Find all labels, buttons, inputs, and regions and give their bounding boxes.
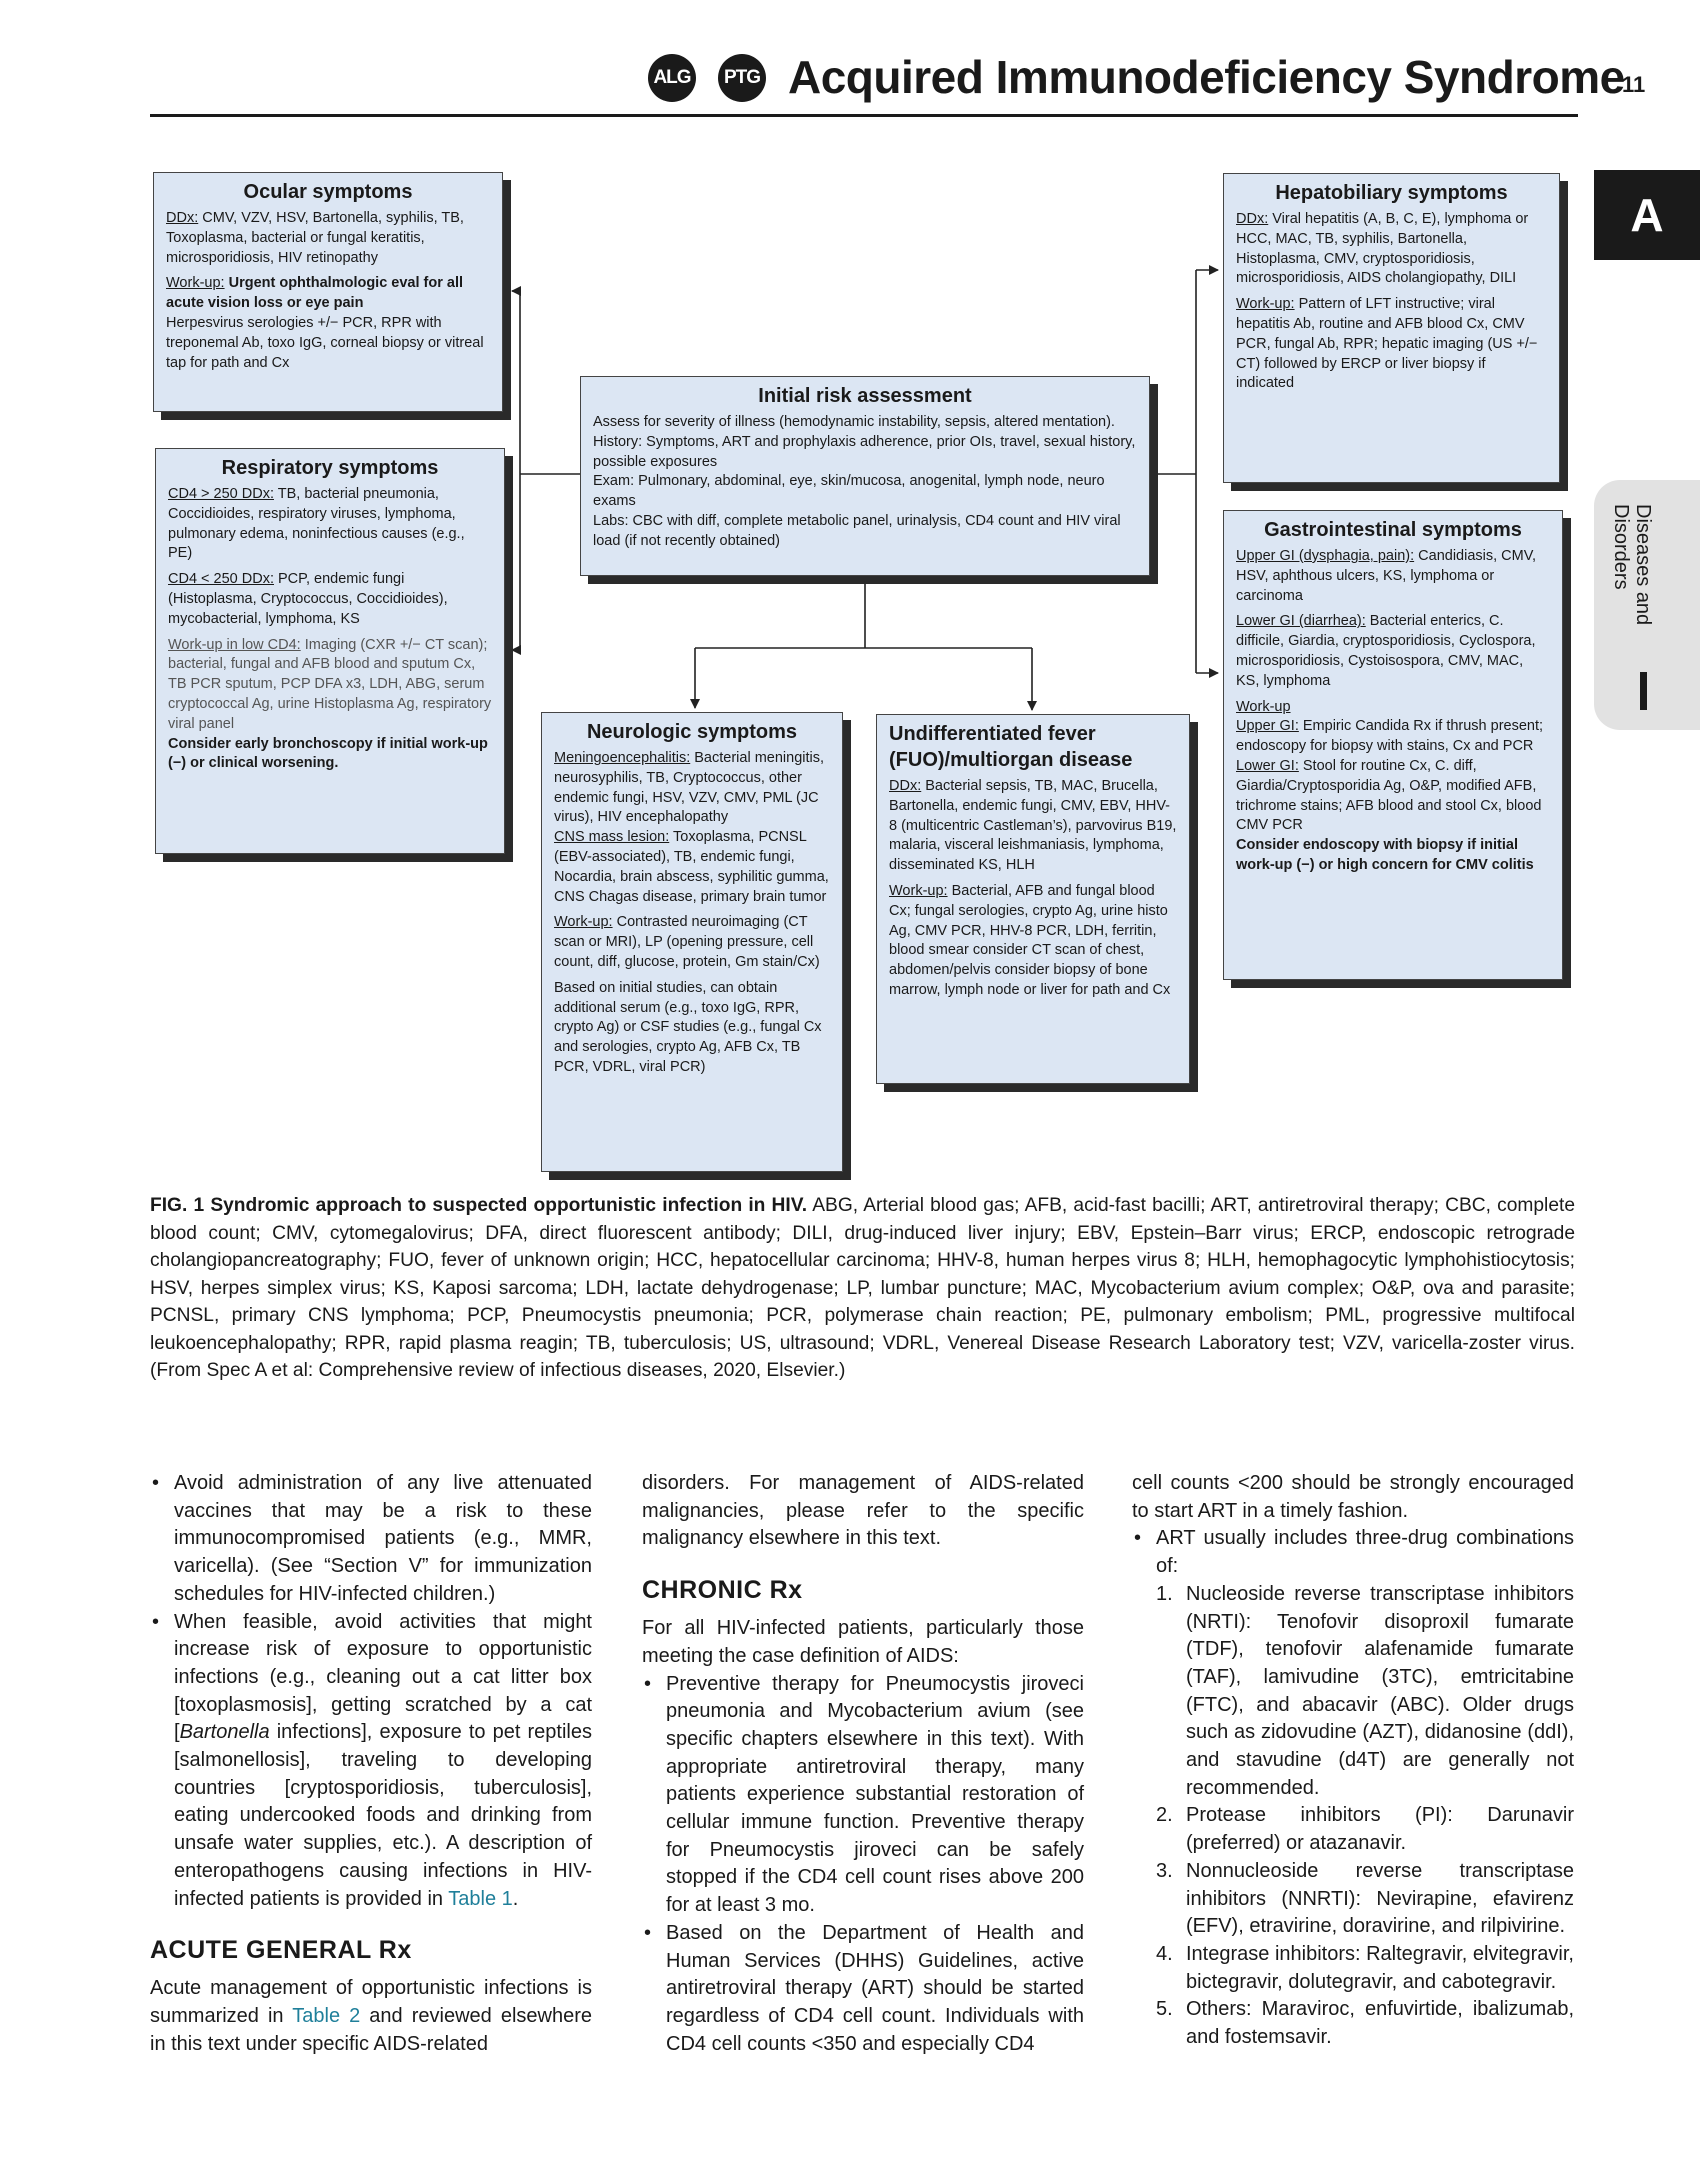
- section-tab-label: Diseases and Disorders: [1610, 504, 1654, 626]
- gi-workup-upper-label: Upper GI:: [1236, 718, 1299, 735]
- caption-label: FIG. 1: [150, 1195, 205, 1216]
- initial-risk-assessment-box: [580, 376, 1150, 576]
- section-heading-chronic: CHRONIC Rx: [642, 1576, 803, 1605]
- hepato-workup-label: Work-up:: [1236, 296, 1295, 313]
- initial-text-exam: Exam: Pulmonary, abdominal, eye, skin/mucosa, anogenital, lymph node, neuro exams: [593, 473, 1105, 510]
- list-item: • Based on the Department of Health and Human Services (DHHS) Guidelines, active antiretroviral therapy (ART) should be started regardless of CD4 cell count. Individuals with CD4 cell counts <350 and especially CD4: [642, 1920, 1084, 2059]
- ocular-workup-bold: Urgent ophthalmologic eval for all acute vision loss or eye pain: [166, 275, 464, 312]
- respiratory-low-text: PCP, endemic fungi (Histoplasma, Cryptococcus, Coccidioides), mycobacterial, lymphoma, KS: [168, 571, 448, 627]
- fever-workup-label: Work-up:: [889, 882, 948, 899]
- numbered-item: 5. Others: Maraviroc, enfuvirtide, ibalizumab, and fostemsavir.: [1156, 1998, 1574, 2049]
- list-item: • Preventive therapy for Pneumocystis jiroveci pneumonia and Mycobacterium avium (see specific chapters elsewhere in this text). With appropriate antiretroviral therapy, many patients experience substantial restoration of cellular immune function. Preventive therapy for Pneumocystis jiroveci can be safely stopped if the CD4 cell count rises above 200 for at least 3 mo.: [642, 1671, 1084, 1920]
- respiratory-workup-text: Imaging (CXR +/− CT scan); bacterial, fungal and AFB blood and sputum Cx, TB PCR sputum, PCP DFA x3, LDH, ABG, serum cryptococcal Ag, urine Histoplasma Ag, respiratory viral panel: [168, 636, 492, 732]
- respiratory-low-label: CD4 < 250 DDx:: [168, 571, 274, 588]
- hepato-ddx-label: DDx:: [1236, 211, 1269, 227]
- respiratory-high-label: CD4 > 250 DDx:: [168, 486, 274, 502]
- numbered-item: 4. Integrase inhibitors: Raltegravir, elvitegravir, bictegravir, dolutegravir, and cabotegravir.: [1156, 1942, 1574, 1993]
- neuro-mening-label: Meningoencephalitis:: [554, 750, 691, 766]
- gi-workup-lower-label: Lower GI:: [1236, 757, 1299, 774]
- numbered-item: 2. Protease inhibitors (PI): Darunavir (preferred) or atazanavir.: [1156, 1804, 1574, 1855]
- acute-paragraph: Acute management of opportunistic infections is summarized in Table 2 and reviewed elsewhere in this text under specific AIDS-related: [150, 1977, 592, 2055]
- list-item: • When feasible, avoid activities that might increase risk of exposure to opportunistic infections (e.g., cleaning out a cat litter box [toxoplasmosis], getting scratched by a cat [Bartonella infections], exposure to pet reptiles [salmonellosis], traveling to developing countries [cryptosporidiosis, tuberculosis], eating undercooked foods and drinking from unsafe water supplies, etc.). A description of enteropathogens causing infections in HIV-infected patients is provided in Table 1.: [150, 1609, 592, 1914]
- ocular-ddx-text: CMV, VZV, HSV, Bartonella, syphilis, TB, Toxoplasma, bacterial or fungal keratitis, microsporidiosis, HIV retinopathy: [166, 210, 464, 266]
- chronic-paragraph: For all HIV-infected patients, particularly those meeting the case definition of AIDS:: [642, 1617, 1084, 1667]
- gastrointestinal-symptoms-box: [1223, 510, 1563, 980]
- respiratory-symptoms-box: [155, 448, 505, 854]
- hepato-ddx-text: Viral hepatitis (A, B, C, E), lymphoma or HCC, MAC, TB, syphilis, Bartonella, Histoplasma, CMV, cryptosporidiosis, microsporidiosis, AIDS cholangiopathy, DILI: [1236, 211, 1529, 287]
- numbered-item: 3. Nonnucleoside reverse transcriptase inhibitors (NNRTI): Nevirapine, efavirenz (EFV), etravirine, doravirine, and rilpivirine.: [1156, 1859, 1574, 1938]
- alg-badge: ALG: [648, 54, 696, 102]
- neuro-title: Neurologic symptoms: [586, 721, 798, 743]
- gi-lower-text: Bacterial enterics, C. difficile, Giardia, cryptosporidiosis, Cyclospora, microsporidiosis, Cystoisospora, CMV, MAC, KS, lymphoma: [1236, 613, 1536, 689]
- body-column-2: [642, 1470, 1084, 2058]
- gi-upper-label: Upper GI (dysphagia, pain):: [1236, 548, 1415, 564]
- respiratory-high-text: TB, bacterial pneumonia, Coccidioides, respiratory viruses, lymphoma, pulmonary edema, noninfectious causes (e.g., PE): [168, 486, 465, 562]
- neuro-cns-label: CNS mass lesion:: [554, 829, 670, 846]
- gi-workup-upper-text: Empiric Candida Rx if thrush present; endoscopy for biopsy with stains, Cx and PCR: [1236, 718, 1544, 755]
- chronic-intro-paragraph: disorders. For management of AIDS-related malignancies, please refer to the specific malignancy elsewhere in this text.: [642, 1472, 1084, 1550]
- section-tab-letter[interactable]: A: [1594, 170, 1700, 260]
- neuro-cns-text: Toxoplasma, PCNSL (EBV-associated), TB, endemic fungi, Nocardia, brain abscess, syphilitic gumma, CNS Chagas disease, primary brain tumor: [554, 829, 829, 905]
- neurologic-symptoms-box: [541, 712, 843, 1172]
- ocular-ddx-label: DDx:: [166, 210, 199, 226]
- hepatobiliary-symptoms-box: [1223, 173, 1560, 483]
- respiratory-bold-note: Consider early bronchoscopy if initial work-up (−) or clinical worsening.: [168, 735, 488, 772]
- neuro-mening-text: Bacterial meningitis, neurosyphilis, TB, Cryptococcus, other endemic fungi, HSV, VZV, CMV, PML (JC virus), HIV encephalopathy: [554, 750, 825, 826]
- hepato-title: Hepatobiliary symptoms: [1275, 182, 1508, 204]
- gi-title: Gastrointestinal symptoms: [1264, 519, 1522, 541]
- body-column-3: [1132, 1470, 1574, 2052]
- hepato-workup-text: Pattern of LFT instructive; viral hepatitis Ab, routine and AFB blood Cx, CMV PCR, fungal Ab, RPR; hepatic imaging (US +/− CT) followed by ERCP or liver biopsy if indicated: [1236, 296, 1538, 392]
- fever-ddx-label: DDx:: [889, 778, 922, 794]
- undifferentiated-fever-box: [876, 714, 1190, 1084]
- neuro-extra-text: Based on initial studies, can obtain additional serum (e.g., toxo IgG, RPR, crypto Ag) or CSF studies (e.g., fungal Cx and serologies, crypto Ag, AFB Cx, TB PCR, VDRL, viral PCR): [554, 979, 822, 1075]
- respiratory-workup-label: Work-up in low CD4:: [168, 636, 301, 653]
- art-paragraph: cell counts <200 should be strongly encouraged to start ART in a timely fashion.: [1132, 1472, 1574, 1522]
- gi-workup-label: Work-up: [1236, 698, 1291, 715]
- initial-title: Initial risk assessment: [758, 385, 972, 407]
- gi-bold-note: Consider endoscopy with biopsy if initial work-up (−) or high concern for CMV colitis: [1236, 837, 1534, 873]
- fever-workup-text: Bacterial, AFB and fungal blood Cx; fungal serologies, crypto Ag, urine histo Ag, CMV PCR, HHV-8 PCR, LDH, ferritin, blood smear consider CT scan of chest, abdomen/pelvis consider biopsy of bone marrow, lymph node or liver for path and Cx: [889, 882, 1171, 998]
- neuro-workup-label: Work-up:: [554, 914, 613, 931]
- figure-caption: [150, 1192, 1575, 1385]
- section-heading-acute: ACUTE GENERAL Rx: [150, 1936, 412, 1965]
- fever-ddx-text: Bacterial sepsis, TB, MAC, Brucella, Bartonella, endemic fungi, CMV, EBV, HHV-8 (multicentric Castleman’s), parvovirus B19, malaria, visceral leishmaniasis, lymphoma, disseminated KS, HLH: [889, 778, 1177, 874]
- ocular-workup-label: Work-up:: [166, 275, 225, 292]
- table-2-link[interactable]: Table 2: [292, 2004, 361, 2027]
- list-item: • Avoid administration of any live attenuated vaccines that may be a risk to these immunocompromised patients (e.g., MMR, varicella). (See “Section V” for immunization schedules for HIV-infected children.): [150, 1470, 592, 1609]
- ocular-title: Ocular symptoms: [243, 181, 413, 203]
- ocular-symptoms-box: [153, 172, 503, 412]
- table-1-link[interactable]: Table 1: [448, 1887, 513, 1910]
- caption-title: Syndromic approach to suspected opportunistic infection in HIV.: [210, 1195, 808, 1216]
- initial-text-history: Assess for severity of illness (hemodynamic instability, sepsis, altered mentation). History: Symptoms, ART and prophylaxis adherence, prior OIs, travel, sexual history, possible exposures: [593, 414, 1136, 470]
- fever-title: Undifferentiated fever (FUO)/multiorgan disease: [889, 723, 1133, 771]
- gi-workup-lower-text: Stool for routine Cx, C. diff, Giardia/Cryptosporidia Ag, O&P, modified AFB, trichrome stains; AFB blood and stool Cx, blood CMV PCR: [1236, 757, 1542, 834]
- initial-text-labs: Labs: CBC with diff, complete metabolic panel, urinalysis, CD4 count and HIV viral load (if not recently obtained): [593, 512, 1121, 549]
- page-number: 11: [1622, 72, 1646, 97]
- numbered-item: 1. Nucleoside reverse transcriptase inhibitors (NRTI): Tenofovir disoproxil fumarate (TDF), tenofovir alafenamide fumarate (TAF), lamivudine (3TC), emtricitabine (FTC), and abacavir (ABC). Older drugs such as zidovudine (AZT), didanosine (ddI), and stavudine (d4T) are generally not recommended.: [1156, 1582, 1574, 1799]
- ocular-workup-text: Herpesvirus serologies +/− PCR, RPR with treponemal Ab, toxo IgG, corneal biopsy or vitreal tap for path and Cx: [166, 314, 484, 371]
- list-item: • ART usually includes three-drug combinations of:: [1132, 1525, 1574, 1580]
- page-title: Acquired Immunodeficiency Syndrome: [788, 51, 1625, 103]
- gi-lower-label: Lower GI (diarrhea):: [1236, 613, 1366, 630]
- gi-upper-text: Candidiasis, CMV, HSV, aphthous ulcers, KS, lymphoma or carcinoma: [1236, 548, 1537, 604]
- body-column-1: [150, 1470, 592, 2058]
- ptg-badge: PTG: [718, 54, 766, 102]
- neuro-workup-text: Contrasted neuroimaging (CT scan or MRI), LP (opening pressure, cell count, diff, glucose, protein, Gm stain/Cx): [554, 914, 820, 970]
- respiratory-title: Respiratory symptoms: [221, 457, 439, 479]
- caption-text: ABG, Arterial blood gas; AFB, acid-fast bacilli; ART, antiretroviral therapy; CBC, complete blood count; CMV, cytomegalovirus; DFA, direct fluorescent antibody; DILI, drug-induced liver injury; EBV, Epstein–Barr virus; ERCP, endoscopic retrograde cholangiopancreatography; FUO, fever of unknown origin; HCC, hepatocellular carcinoma; HHV-8, human herpes virus 8; HLH, hemophagocytic lymphohistiocytosis; HSV, herpes simplex virus; KS, Kaposi sarcoma; LDH, lactate dehydrogenase; LP, lumbar puncture; MAC, Mycobacterium avium complex; O&P, ova and parasite; PCNSL, primary CNS lymphoma; PCP, Pneumocystis pneumonia; PCR, polymerase chain reaction; PE, pulmonary embolism; PML, progressive multifocal leukoencephalopathy; RPR, rapid plasma reagin; TB, tuberculosis; US, ultrasound; VDRL, Venereal Disease Research Laboratory test; VZV, varicella-zoster virus. (From Spec A et al: Comprehensive review of infectious diseases, 2020, Elsevier.): [150, 1195, 1575, 1381]
